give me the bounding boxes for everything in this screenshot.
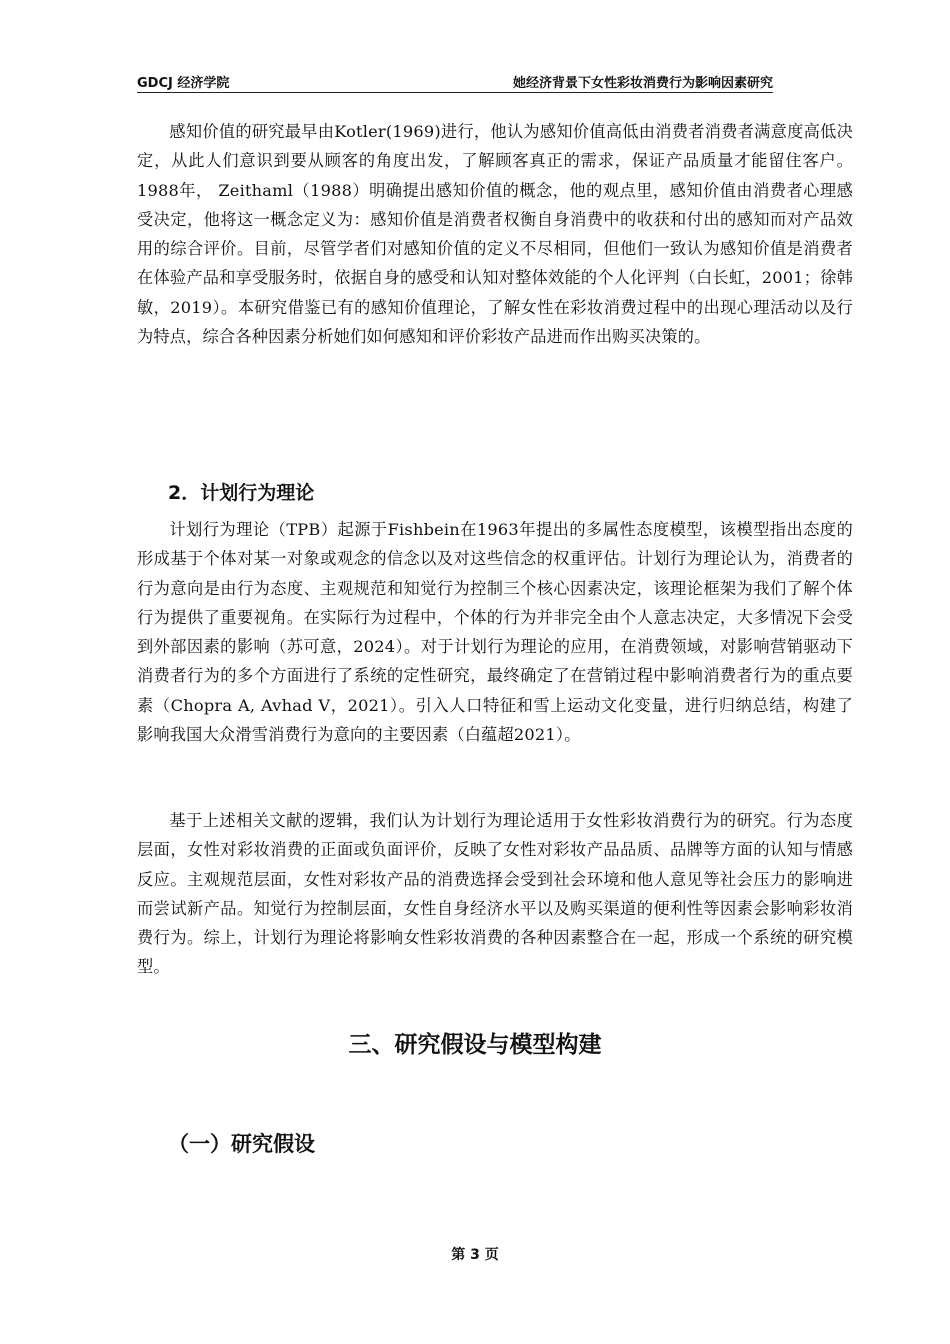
page-number: 第 3 页 — [451, 1247, 499, 1263]
header-institution: GDCJ 经济学院 — [137, 76, 230, 91]
subheading-tpb: 2．计划行为理论 — [168, 482, 315, 504]
section-heading: （一）研究假设 — [168, 1132, 315, 1156]
header-paper-title: 她经济背景下女性彩妆消费行为影响因素研究 — [512, 76, 773, 91]
chapter-heading: 三、研究假设与模型构建 — [348, 1032, 602, 1058]
paragraph-perceived-value: 感知价值的研究最早由Kotler(1969)进行，他认为感知价值高低由消费者消费者满意度高低决定，从此人们意识到要从顾客的角度出发，了解顾客真正的需求，保证产品质量才能留住客户。1988年， Zeithaml（1988）明确提出感知价值的概念，他的观点里，感知价值由消费者心理感受决定，他将这一概念定义为：感知价值是消费者权衡自身消费中的收获和付出的感知而对产品效用的综合评价。目前，尽管学者们对感知价值的定义不尽相同，但他们一致认为感知价值是消费者在体验产品和享受服务时，依据自身的感受和认知对整体效能的个人化评判（白长虹，2001；徐韩敏，2019）。本研究借鉴已有的感知价值理论，了解女性在彩妆消费过程中的出现心理活动以及行为特点，综合各种因素分析她们如何感知和评价彩妆产品进而作出购买决策的。 — [137, 122, 853, 347]
paragraph-tpb-definition: 计划行为理论（TPB）起源于Fishbein在1963年提出的多属性态度模型，该模型指出态度的形成基于个体对某一对象或观念的信念以及对这些信念的权重评估。计划行为理论认为，消费者的行为意向是由行为态度、主观规范和知觉行为控制三个核心因素决定，该理论框架为我们了解个体行为提供了重要视角。在实际行为过程中，个体的行为并非完全由个人意志决定，大多情况下会受到外部因素的影响（苏可意，2024）。对于计划行为理论的应用，在消费领域，对影响营销驱动下消费者行为的多个方面进行了系统的定性研究，最终确定了在营销过程中影响消费者行为的重点要素（Chopra A, Avhad V，2021）。引入人口特征和雪上运动文化变量，进行归纳总结，构建了影响我国大众滑雪消费行为意向的主要因素（白蕴超2021）。 — [137, 520, 853, 745]
running-header — [137, 70, 773, 93]
paragraph-tpb-application: 基于上述相关文献的逻辑，我们认为计划行为理论适用于女性彩妆消费行为的研究。行为态度层面，女性对彩妆消费的正面或负面评价，反映了女性对彩妆产品品质、品牌等方面的认知与情感反应。主观规范层面，女性对彩妆产品的消费选择会受到社会环境和他人意见等社会压力的影响进而尝试新产品。知觉行为控制层面，女性自身经济水平以及购买渠道的便利性等因素会影响彩妆消费行为。综上，计划行为理论将影响女性彩妆消费的各种因素整合在一起，形成一个系统的研究模型。 — [137, 811, 853, 977]
